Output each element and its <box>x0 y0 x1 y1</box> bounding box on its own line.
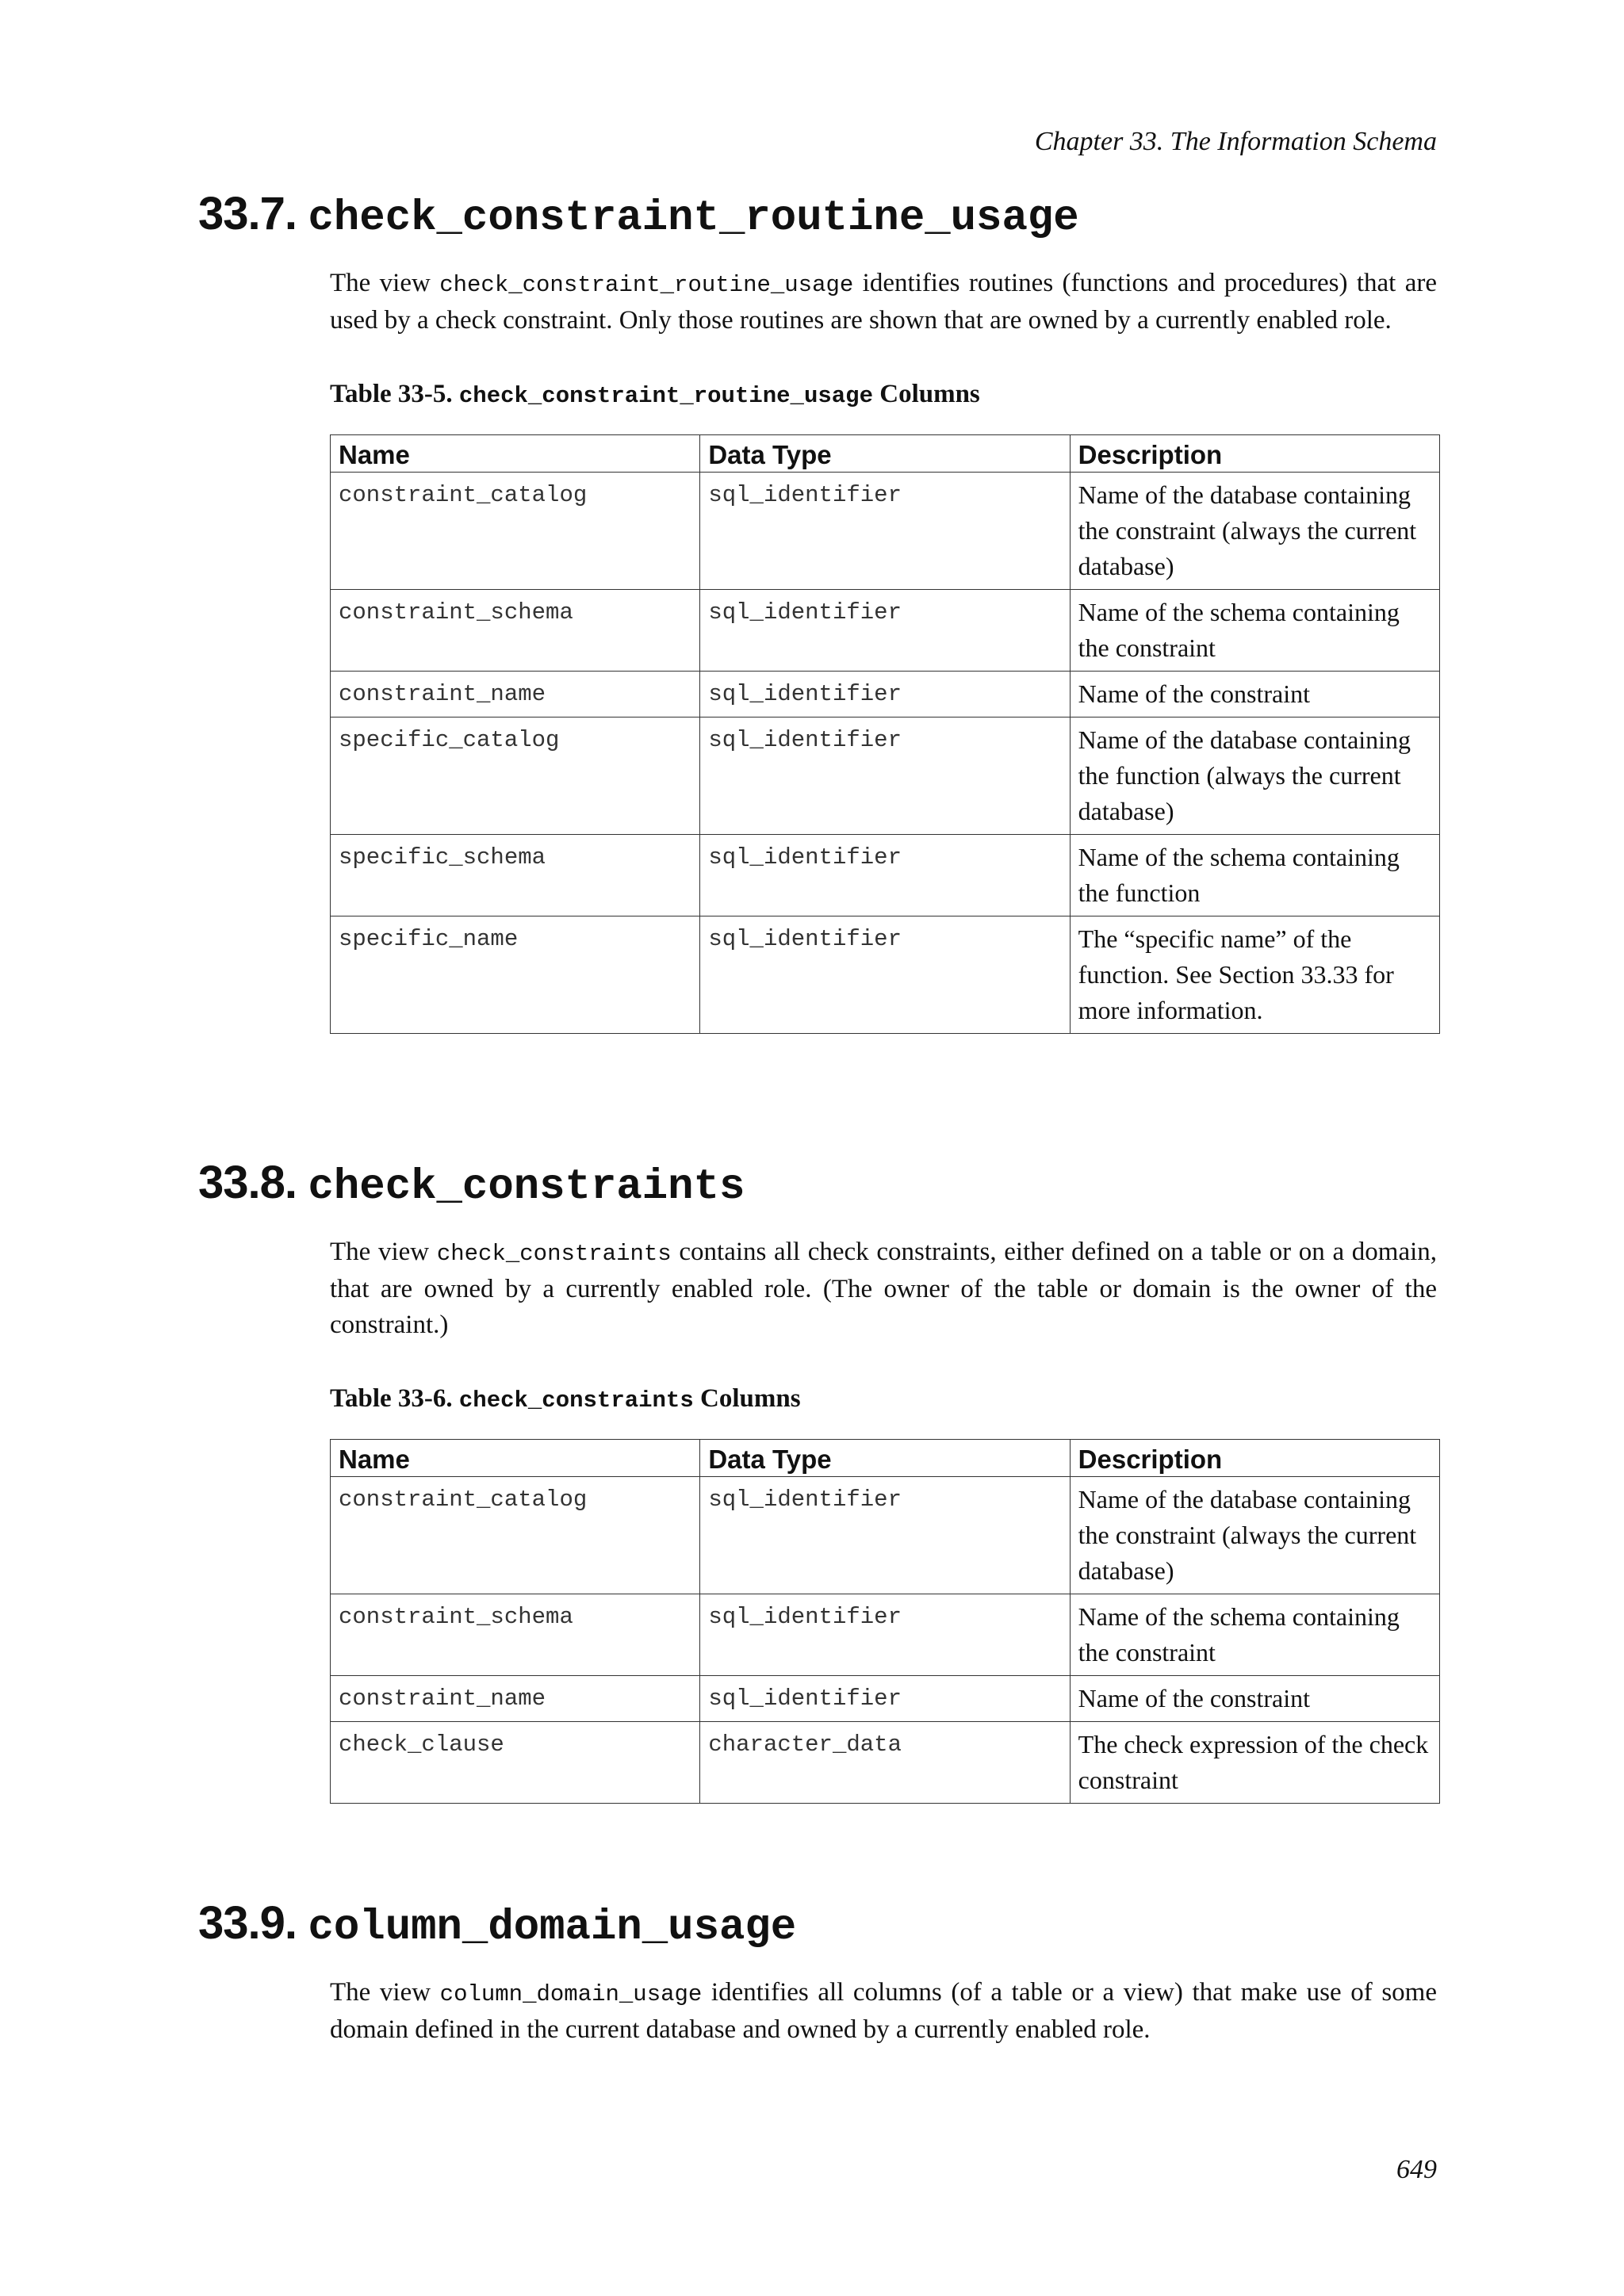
cell-description: Name of the constraint <box>1070 672 1439 718</box>
table-row <box>331 1676 1440 1722</box>
cell-name: specific_catalog <box>331 718 700 835</box>
section-title: check_constraints <box>308 1163 745 1211</box>
table-row <box>331 590 1440 672</box>
running-header: Chapter 33. The Information Schema <box>1034 127 1437 156</box>
table-row <box>331 1722 1440 1804</box>
cell-name: specific_name <box>331 916 700 1034</box>
page-number: 649 <box>1396 2155 1437 2184</box>
table-row <box>331 835 1440 916</box>
section-heading <box>198 189 1437 242</box>
section-paragraph: The view check_constraints contains all check constraints, either defined on a table or on a domain, that are owned by a currently enabled role. (The owner of the table or domain is the owner of the constraint.) <box>330 1238 1438 1340</box>
table-row <box>331 1594 1440 1676</box>
section-number: 33.8. <box>198 1157 297 1208</box>
cell-name: constraint_catalog <box>331 473 700 590</box>
cell-name: check_clause <box>331 1722 700 1804</box>
cell-data-type: sql_identifier <box>700 916 1070 1034</box>
table-row <box>331 672 1440 718</box>
cell-data-type: sql_identifier <box>700 590 1070 672</box>
table-caption: Table 33-5. check_constraint_routine_usage Columns <box>330 380 980 410</box>
inline-code: check_constraints <box>436 1241 672 1268</box>
cell-data-type: sql_identifier <box>700 672 1070 718</box>
section-paragraph: The view column_domain_usage identifies all columns (of a table or a view) that make use of some domain defined in the current database and owned by a currently enabled role. <box>330 1978 1437 2045</box>
table-header-row <box>331 435 1440 473</box>
section-33-9 <box>198 1898 1437 2074</box>
cell-name: constraint_schema <box>331 1594 700 1676</box>
section-title: column_domain_usage <box>308 1904 797 1952</box>
cell-data-type: sql_identifier <box>700 1676 1070 1722</box>
cell-data-type: sql_identifier <box>700 1477 1070 1594</box>
header-name: Name <box>331 1440 700 1477</box>
table-caption: Table 33-6. check_constraints Columns <box>330 1384 801 1414</box>
cell-data-type: sql_identifier <box>700 473 1070 590</box>
cell-description: Name of the database containing the function (always the current database) <box>1070 718 1439 835</box>
cell-description: Name of the database containing the constraint (always the current database) <box>1070 473 1439 590</box>
section-33-7 <box>198 189 1437 1034</box>
inline-code: column_domain_usage <box>439 1981 703 2008</box>
header-data-type: Data Type <box>700 1440 1070 1477</box>
cell-description: The “specific name” of the function. See Section 33.33 for more information. <box>1070 916 1439 1034</box>
header-description: Description <box>1070 1440 1439 1477</box>
cell-name: constraint_catalog <box>331 1477 700 1594</box>
cell-data-type: character_data <box>700 1722 1070 1804</box>
columns-table <box>330 1439 1440 1804</box>
cell-description: Name of the schema containing the function <box>1070 835 1439 916</box>
cell-name: constraint_name <box>331 672 700 718</box>
cell-description: Name of the constraint <box>1070 1676 1439 1722</box>
section-number: 33.7. <box>198 188 297 239</box>
cell-name: constraint_schema <box>331 590 700 672</box>
section-heading <box>198 1898 1437 1951</box>
cell-data-type: sql_identifier <box>700 835 1070 916</box>
section-heading <box>198 1158 1437 1211</box>
cell-name: specific_schema <box>331 835 700 916</box>
section-title: check_constraint_routine_usage <box>308 194 1079 243</box>
cell-description: Name of the database containing the constraint (always the current database) <box>1070 1477 1439 1594</box>
table-row <box>331 473 1440 590</box>
cell-data-type: sql_identifier <box>700 718 1070 835</box>
section-33-8 <box>198 1158 1437 1804</box>
table-header-row <box>331 1440 1440 1477</box>
table-row <box>331 718 1440 835</box>
header-name: Name <box>331 435 700 473</box>
cell-description: The check expression of the check constraint <box>1070 1722 1439 1804</box>
header-description: Description <box>1070 435 1439 473</box>
cell-name: constraint_name <box>331 1676 700 1722</box>
table-row <box>331 916 1440 1034</box>
cell-data-type: sql_identifier <box>700 1594 1070 1676</box>
inline-code: check_constraint_routine_usage <box>439 272 854 299</box>
section-paragraph: The view check_constraint_routine_usage identifies routines (functions and procedures) that are used by a check constraint. Only those routines are shown that are owned by a currently enabled role. <box>330 269 1437 335</box>
cell-description: Name of the schema containing the constraint <box>1070 590 1439 672</box>
section-number: 33.9. <box>198 1897 297 1949</box>
table-row <box>331 1477 1440 1594</box>
columns-table <box>330 434 1440 1034</box>
header-data-type: Data Type <box>700 435 1070 473</box>
cell-description: Name of the schema containing the constraint <box>1070 1594 1439 1676</box>
